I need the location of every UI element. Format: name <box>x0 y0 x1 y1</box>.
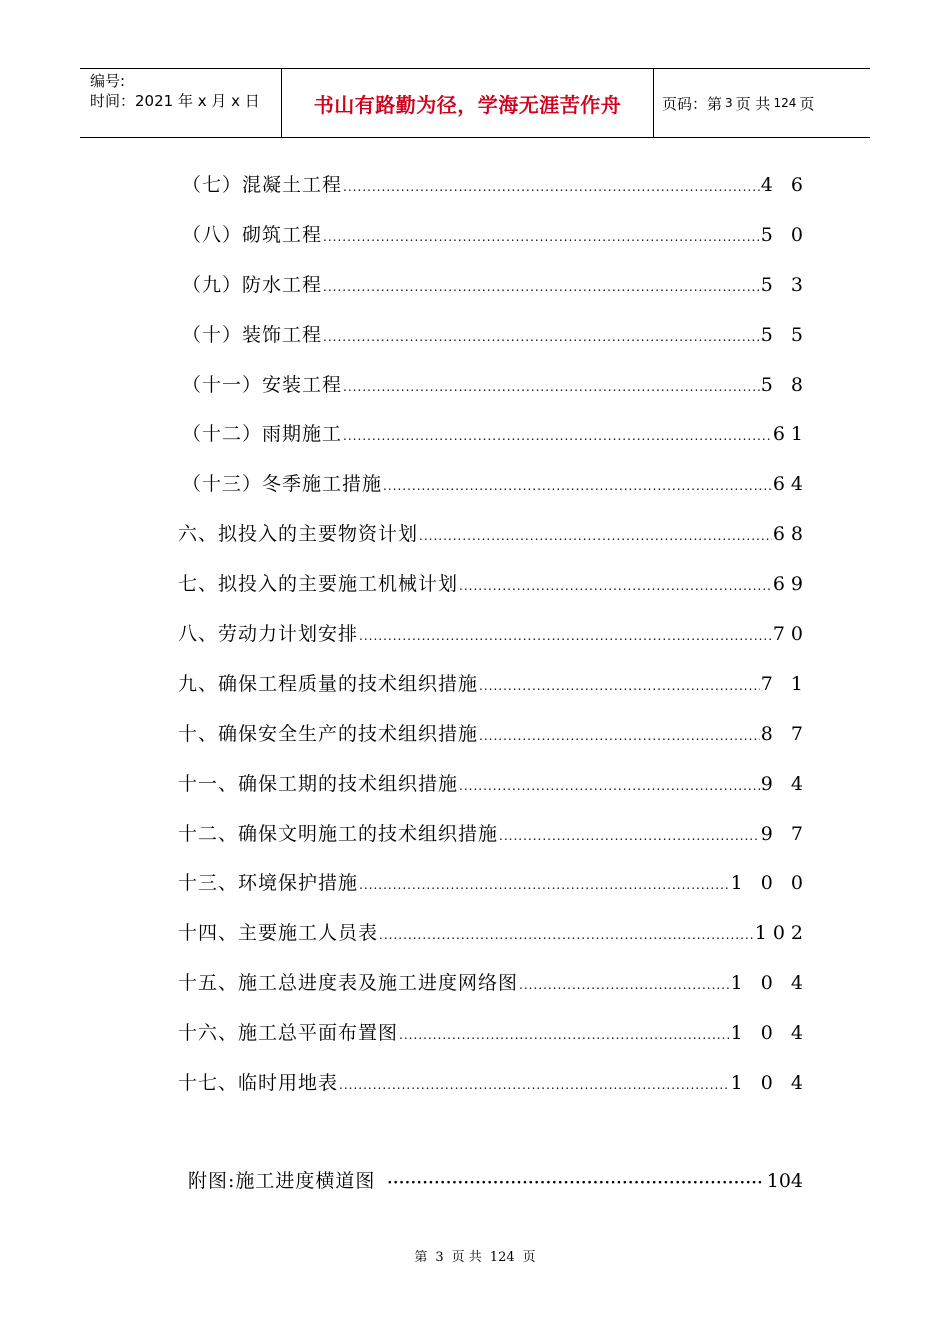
toc-row[interactable] <box>178 964 809 1014</box>
toc-row[interactable] <box>178 665 809 715</box>
toc-leader <box>459 767 760 805</box>
toc-row[interactable] <box>178 565 809 615</box>
page-total: 124 <box>773 96 797 110</box>
toc-row[interactable] <box>178 1064 809 1114</box>
toc-leader <box>323 218 760 256</box>
toc-leader <box>323 318 760 356</box>
time-label: 时间：2021 年 x 月 x 日 <box>90 92 260 110</box>
toc-leader <box>379 916 754 954</box>
header-meta <box>80 69 282 137</box>
toc-page-number: 9 4 <box>760 772 809 795</box>
header-motto-cell <box>282 69 654 137</box>
toc-leader <box>359 866 730 904</box>
toc-leader <box>399 1016 730 1054</box>
page-prefix: 页码：第 <box>662 94 723 113</box>
page-footer <box>0 1246 950 1265</box>
toc-page-number: 5 8 <box>760 373 809 396</box>
toc-leader <box>359 617 772 655</box>
toc-title: 八、劳动力计划安排 <box>178 623 359 646</box>
toc-page-number: 102 <box>754 922 809 945</box>
toc-leader <box>323 268 760 306</box>
toc-page-number: 9 7 <box>760 822 809 845</box>
toc-row[interactable] <box>178 615 809 665</box>
toc-page-number: 4 6 <box>760 174 809 196</box>
toc-page-number: 1 0 4 <box>730 1072 809 1095</box>
toc-appendix-title: 附图:施工进度横道图 <box>188 1170 376 1192</box>
toc-title: 十六、施工总平面布置图 <box>178 1022 399 1045</box>
toc-leader <box>387 1164 762 1202</box>
table-of-contents <box>178 166 809 1114</box>
toc-row[interactable] <box>178 515 809 565</box>
toc-title: （十二）雨期施工 <box>182 423 343 446</box>
toc-row[interactable] <box>178 465 809 515</box>
toc-leader <box>519 966 730 1004</box>
toc-leader <box>479 667 760 705</box>
toc-appendix-row[interactable] <box>188 1162 803 1202</box>
toc-title: 十、确保安全生产的技术组织措施 <box>178 722 479 745</box>
toc-title: 七、拟投入的主要施工机械计划 <box>178 573 459 596</box>
toc-title: 九、确保工程质量的技术组织措施 <box>178 672 479 695</box>
toc-title: （十一）安装工程 <box>182 373 343 396</box>
toc-page-number: 7 1 <box>760 672 809 695</box>
footer-current: 3 <box>435 1250 444 1265</box>
footer-mid: 页 共 <box>451 1250 482 1265</box>
toc-page-number: 1 0 0 <box>730 872 809 895</box>
header-page-info <box>654 69 870 137</box>
toc-row[interactable] <box>178 1014 809 1064</box>
toc-title: （九）防水工程 <box>182 273 323 296</box>
toc-page-number: 64 <box>772 473 809 496</box>
toc-title: 十五、施工总进度表及施工进度网络图 <box>178 972 519 995</box>
toc-appendix-page: 104 <box>766 1170 803 1192</box>
page-current: 3 <box>725 96 733 110</box>
toc-page-number: 5 5 <box>760 323 809 346</box>
toc-row[interactable] <box>178 166 809 216</box>
toc-page-number: 8 7 <box>760 722 809 745</box>
toc-title: （十）装饰工程 <box>182 323 323 346</box>
toc-page-number: 68 <box>772 523 809 546</box>
toc-title: （八）砌筑工程 <box>182 223 323 246</box>
toc-page-number: 69 <box>772 573 809 596</box>
toc-row[interactable] <box>178 366 809 416</box>
toc-row[interactable] <box>178 864 809 914</box>
toc-title: 六、拟投入的主要物资计划 <box>178 523 419 546</box>
toc-title: （十三）冬季施工措施 <box>182 473 383 496</box>
toc-row[interactable] <box>178 765 809 815</box>
footer-total: 124 <box>489 1250 515 1265</box>
toc-page-number: 1 0 4 <box>730 972 809 995</box>
toc-row[interactable] <box>178 216 809 266</box>
toc-leader <box>343 368 760 406</box>
motto-text: 书山有路勤为径，学海无涯苦作舟 <box>313 92 622 117</box>
page-mid: 页 共 <box>735 94 771 113</box>
toc-row[interactable] <box>178 316 809 366</box>
toc-row[interactable] <box>178 815 809 865</box>
toc-title: 十二、确保文明施工的技术组织措施 <box>178 822 499 845</box>
toc-title: 十四、主要施工人员表 <box>178 922 379 945</box>
toc-title: （七）混凝土工程 <box>182 174 343 196</box>
toc-leader <box>479 717 760 755</box>
footer-suffix: 页 <box>522 1250 536 1265</box>
toc-row[interactable] <box>178 914 809 964</box>
toc-leader <box>459 567 772 605</box>
page-header <box>80 68 870 138</box>
toc-row[interactable] <box>178 266 809 316</box>
toc-title: 十七、临时用地表 <box>178 1072 339 1095</box>
toc-row[interactable] <box>178 415 809 465</box>
toc-title: 十一、确保工期的技术组织措施 <box>178 772 459 795</box>
toc-leader <box>383 467 772 505</box>
toc-title: 十三、环境保护措施 <box>178 872 359 895</box>
toc-page-number: 1 0 4 <box>730 1022 809 1045</box>
toc-leader <box>343 417 772 455</box>
toc-page-number: 5 0 <box>760 223 809 246</box>
toc-row[interactable] <box>178 715 809 765</box>
code-label: 编号: <box>90 72 126 90</box>
toc-page-number: 70 <box>772 623 809 646</box>
page-suffix: 页 <box>799 94 815 113</box>
toc-leader <box>419 517 772 555</box>
toc-leader <box>499 817 760 855</box>
footer-prefix: 第 <box>414 1250 428 1265</box>
toc-leader <box>343 168 760 206</box>
toc-page-number: 61 <box>772 423 809 446</box>
toc-page-number: 5 3 <box>760 273 809 296</box>
toc-leader <box>339 1066 730 1104</box>
